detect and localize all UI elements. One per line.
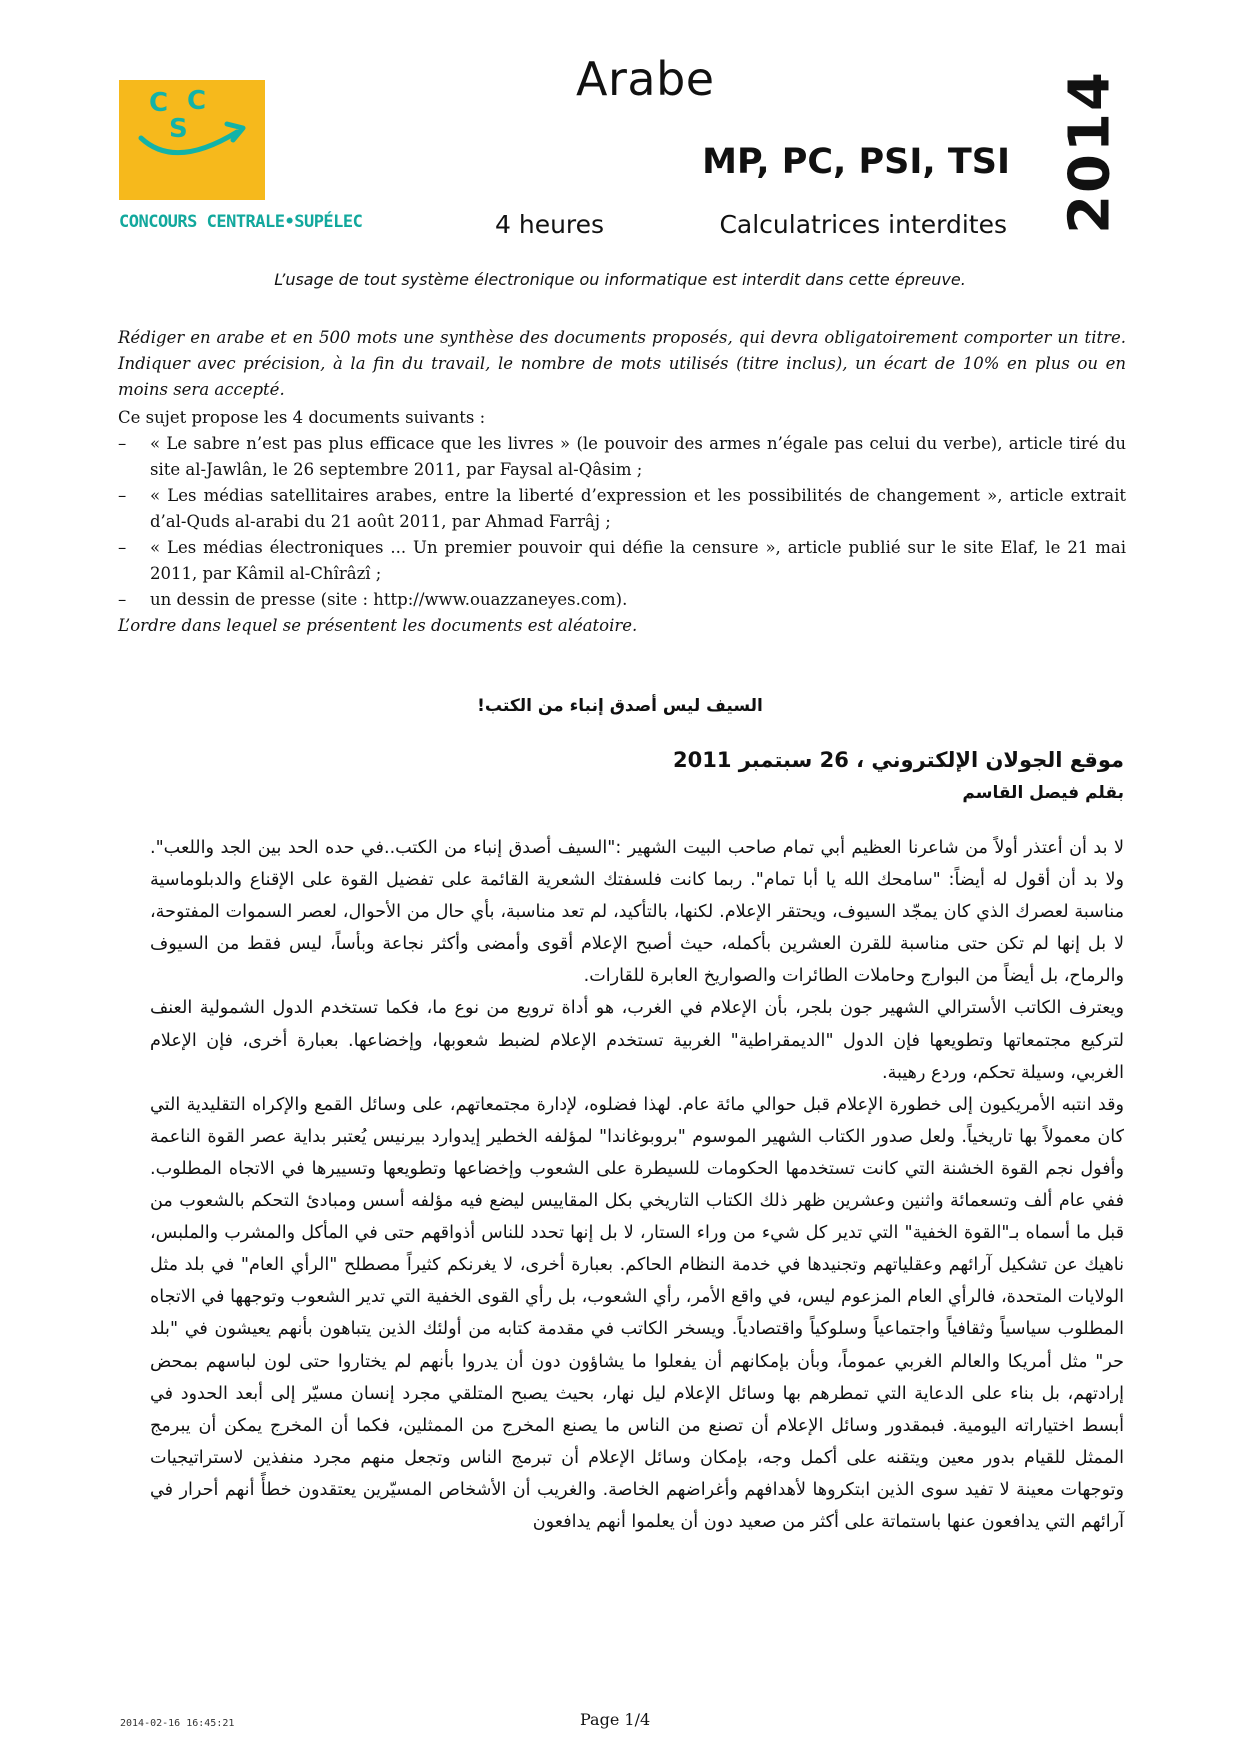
list-bullet: – (118, 434, 127, 453)
electronic-device-notice: L’usage de tout système électronique ou informatique est interdit dans cette épreuve. (274, 270, 966, 289)
instructions-text: Rédiger en arabe et en 500 mots une synthèse des documents proposés, qui devra obligatoirement comporter un titre. Indiquer avec précision, à la fin du travail, le nombre de mots utilisés (titre inclus), un écart de 10% en plus ou en moins sera accepté. (118, 328, 1126, 399)
list-bullet: – (118, 538, 127, 557)
article-paragraph: لا بد أن أعتذر أولاً من شاعرنا العظيم أبي تمام صاحب البيت الشهير :"السيف أصدق إنباء من الكتب..في حده الحد بين الجد واللعب". ولا بد أن أقول له أيضاً: "سامحك الله يا أبا تمام". ربما كانت فلسفتك الشعرية القائمة على تفضيل القوة على الإقناع والدبلوماسية مناسبة لعصرك الذي كان يمجّد السيوف، ويحتقر الإعلام. لكنها، بالتأكيد، لم تعد مناسبة، بأي حال من الأحوال، لعصر السموات المفتوحة، لا بل إنها لم تكن حتى مناسبة للقرن العشرين بأكمله، حيث أصبح الإعلام أقوى وأمضى وأكثر نجاعة وبأساً، ليس فقط من السيوف والرماح، بل أيضاً من البوارج وحاملات الطائرات والصواريخ العابرة للقارات. (150, 838, 1124, 987)
exam-year: 2014 (1057, 70, 1123, 234)
documents-intro: Ce sujet propose les 4 documents suivants : (118, 408, 486, 427)
logo-letter-c2: C (187, 86, 207, 116)
logo-smile-arrow-icon (119, 80, 265, 200)
calculator-rule: Calculatrices interdites (719, 210, 1007, 239)
logo-letter-c1: C (149, 88, 169, 118)
article-author: بقلم فيصل القاسم (962, 783, 1124, 803)
list-bullet: – (118, 590, 127, 609)
logo-letter-s: S (169, 114, 188, 144)
exam-year-block (1055, 52, 1125, 252)
list-bullet: – (118, 486, 127, 505)
order-note: L’ordre dans lequel se présentent les documents est aléatoire. (118, 616, 638, 635)
exam-series: MP, PC, PSI, TSI (702, 142, 1010, 182)
list-item (118, 587, 1126, 613)
exam-duration: 4 heures (495, 210, 605, 239)
page-number: Page 1/4 (580, 1710, 651, 1729)
article-paragraph: ويعترف الكاتب الأسترالي الشهير جون بلجر، بأن الإعلام في الغرب، هو أداة ترويع من نوع ما، فكما تستخدم الدول الشمولية العنف لتركيع مجتمعاتها وتطويعها فإن الدول "الديمقراطية" الغربية تستخدم الإعلام لضبط شعوبها، وإخضاعها. بعبارة أخرى، فإن الإعلام الغربي، وسيلة تحكم، وردع رهيبة. (150, 998, 1124, 1083)
documents-list (118, 431, 1126, 613)
contest-logo (119, 80, 387, 250)
document-description: « Le sabre n’est pas plus efficace que les livres » (le pouvoir des armes n’égale pas celui du verbe), article tiré du site al-Jawlân, le 26 septembre 2011, par Faysal al-Qâsim ; (150, 434, 1126, 479)
logo-name: CONCOURS CENTRALE•SUPÉLEC (119, 212, 363, 232)
article-source: موقع الجولان الإلكتروني ، 26 سبتمبر 2011 (672, 748, 1124, 772)
list-item (118, 535, 1126, 587)
list-item (118, 431, 1126, 483)
article-paragraph: وقد انتبه الأمريكيون إلى خطورة الإعلام قبل حوالي مائة عام. لهذا فضلوه، لإدارة مجتمعاتهم، على وسائل القمع والإكراه التقليدية التي كان معمولاً بها تاريخياً. ولعل صدور الكتاب الشهير الموسوم "بروبوغاندا" لمؤلفه الخطير إيدوارد بيرنيس يُعتبر بداية عصر القوة الناعمة وأفول نجم القوة الخشنة التي كانت تستخدمها الحكومات للسيطرة على الشعوب وإخضاعها وتطويعها وتسييرها في الاتجاه المطلوب. ففي عام ألف وتسعمائة واثنين وعشرين ظهر ذلك الكتاب التاريخي بكل المقاييس ليضع فيه مؤلفه أسس ومبادئ التحكم بالشعوب من قبل ما أسماه بـ"القوة الخفية" التي تدير كل شيء من وراء الستار، لا بل إنها تحدد للناس أذواقهم حتى في المأكل والمشرب والملبس، ناهيك عن تشكيل آرائهم وعقلياتهم وتجنيدها في خدمة النظام الحاكم. بعبارة أخرى، لا يغرنكم كثيراً مصطلح "الرأي العام" في بلد مثل الولايات المتحدة، فالرأي العام المزعوم ليس، في واقع الأمر، رأي الشعوب، بل رأي القوى الخفية التي تدير الشعوب وتوجهها في الاتجاه المطلوب سياسياً وثقافياً واجتماعياً وسلوكياً واقتصادياً. ويسخر الكاتب في مقدمة كتابه من أولئك الذين يتباهون بأنهم يعيشون في "بلد حر" مثل أمريكا والعالم الغربي عموماً، وبأن بإمكانهم أن يفعلوا ما يشاؤون دون أن يدروا بأنهم لم يختاروا حتى لون لباسهم بمحض إرادتهم، بل بناء على الدعاية التي تمطرهم بها وسائل الإعلام ليل نهار، بحيث يصبح المتلقي مجرد إنسان مسيّر إلى أبعد الحدود في أبسط اختياراته اليومية. فبمقدور وسائل الإعلام أن تصنع من الناس ما يصنع المخرج من الممثلين، فكما أن المخرج يمكن أن يبرمج الممثل للقيام بدور معين ويتقنه على أكمل وجه، بإمكان وسائل الإعلام أن تبرمج الناس وتجعل منهم مجرد منفذين لاستراتيجيات وتوجهات معينة لا تفيد سوى الذين ابتكروها لأهدافهم وأغراضهم الخاصة. والغريب أن الأشخاص المسيّرين يعتقدون خطأً أنهم أحرار في آرائهم التي يدافعون عنها باستماتة على أكثر من صعيد دون أن يعلموا أنهم يدافعون (150, 1094, 1124, 1532)
logo-emblem (119, 80, 265, 200)
print-timestamp: 2014-02-16 16:45:21 (120, 1718, 235, 1729)
instructions (118, 325, 1126, 639)
article-body (150, 832, 1124, 1538)
document-description: « Les médias électroniques ... Un premier pouvoir qui défie la censure », article publié sur le site Elaf, le 21 mai 2011, par Kâmil al-Chîrâzî ; (150, 538, 1126, 583)
exam-subject: Arabe (576, 52, 715, 106)
list-item (118, 483, 1126, 535)
article-title: السيف ليس أصدق إنباء من الكتب! (477, 696, 763, 716)
document-description: un dessin de presse (site : http://www.ouazzaneyes.com). (150, 590, 628, 609)
document-description: « Les médias satellitaires arabes, entre la liberté d’expression et les possibilités de changement », article extrait d’al-Quds al-arabi du 21 août 2011, par Ahmad Farrâj ; (150, 486, 1126, 531)
